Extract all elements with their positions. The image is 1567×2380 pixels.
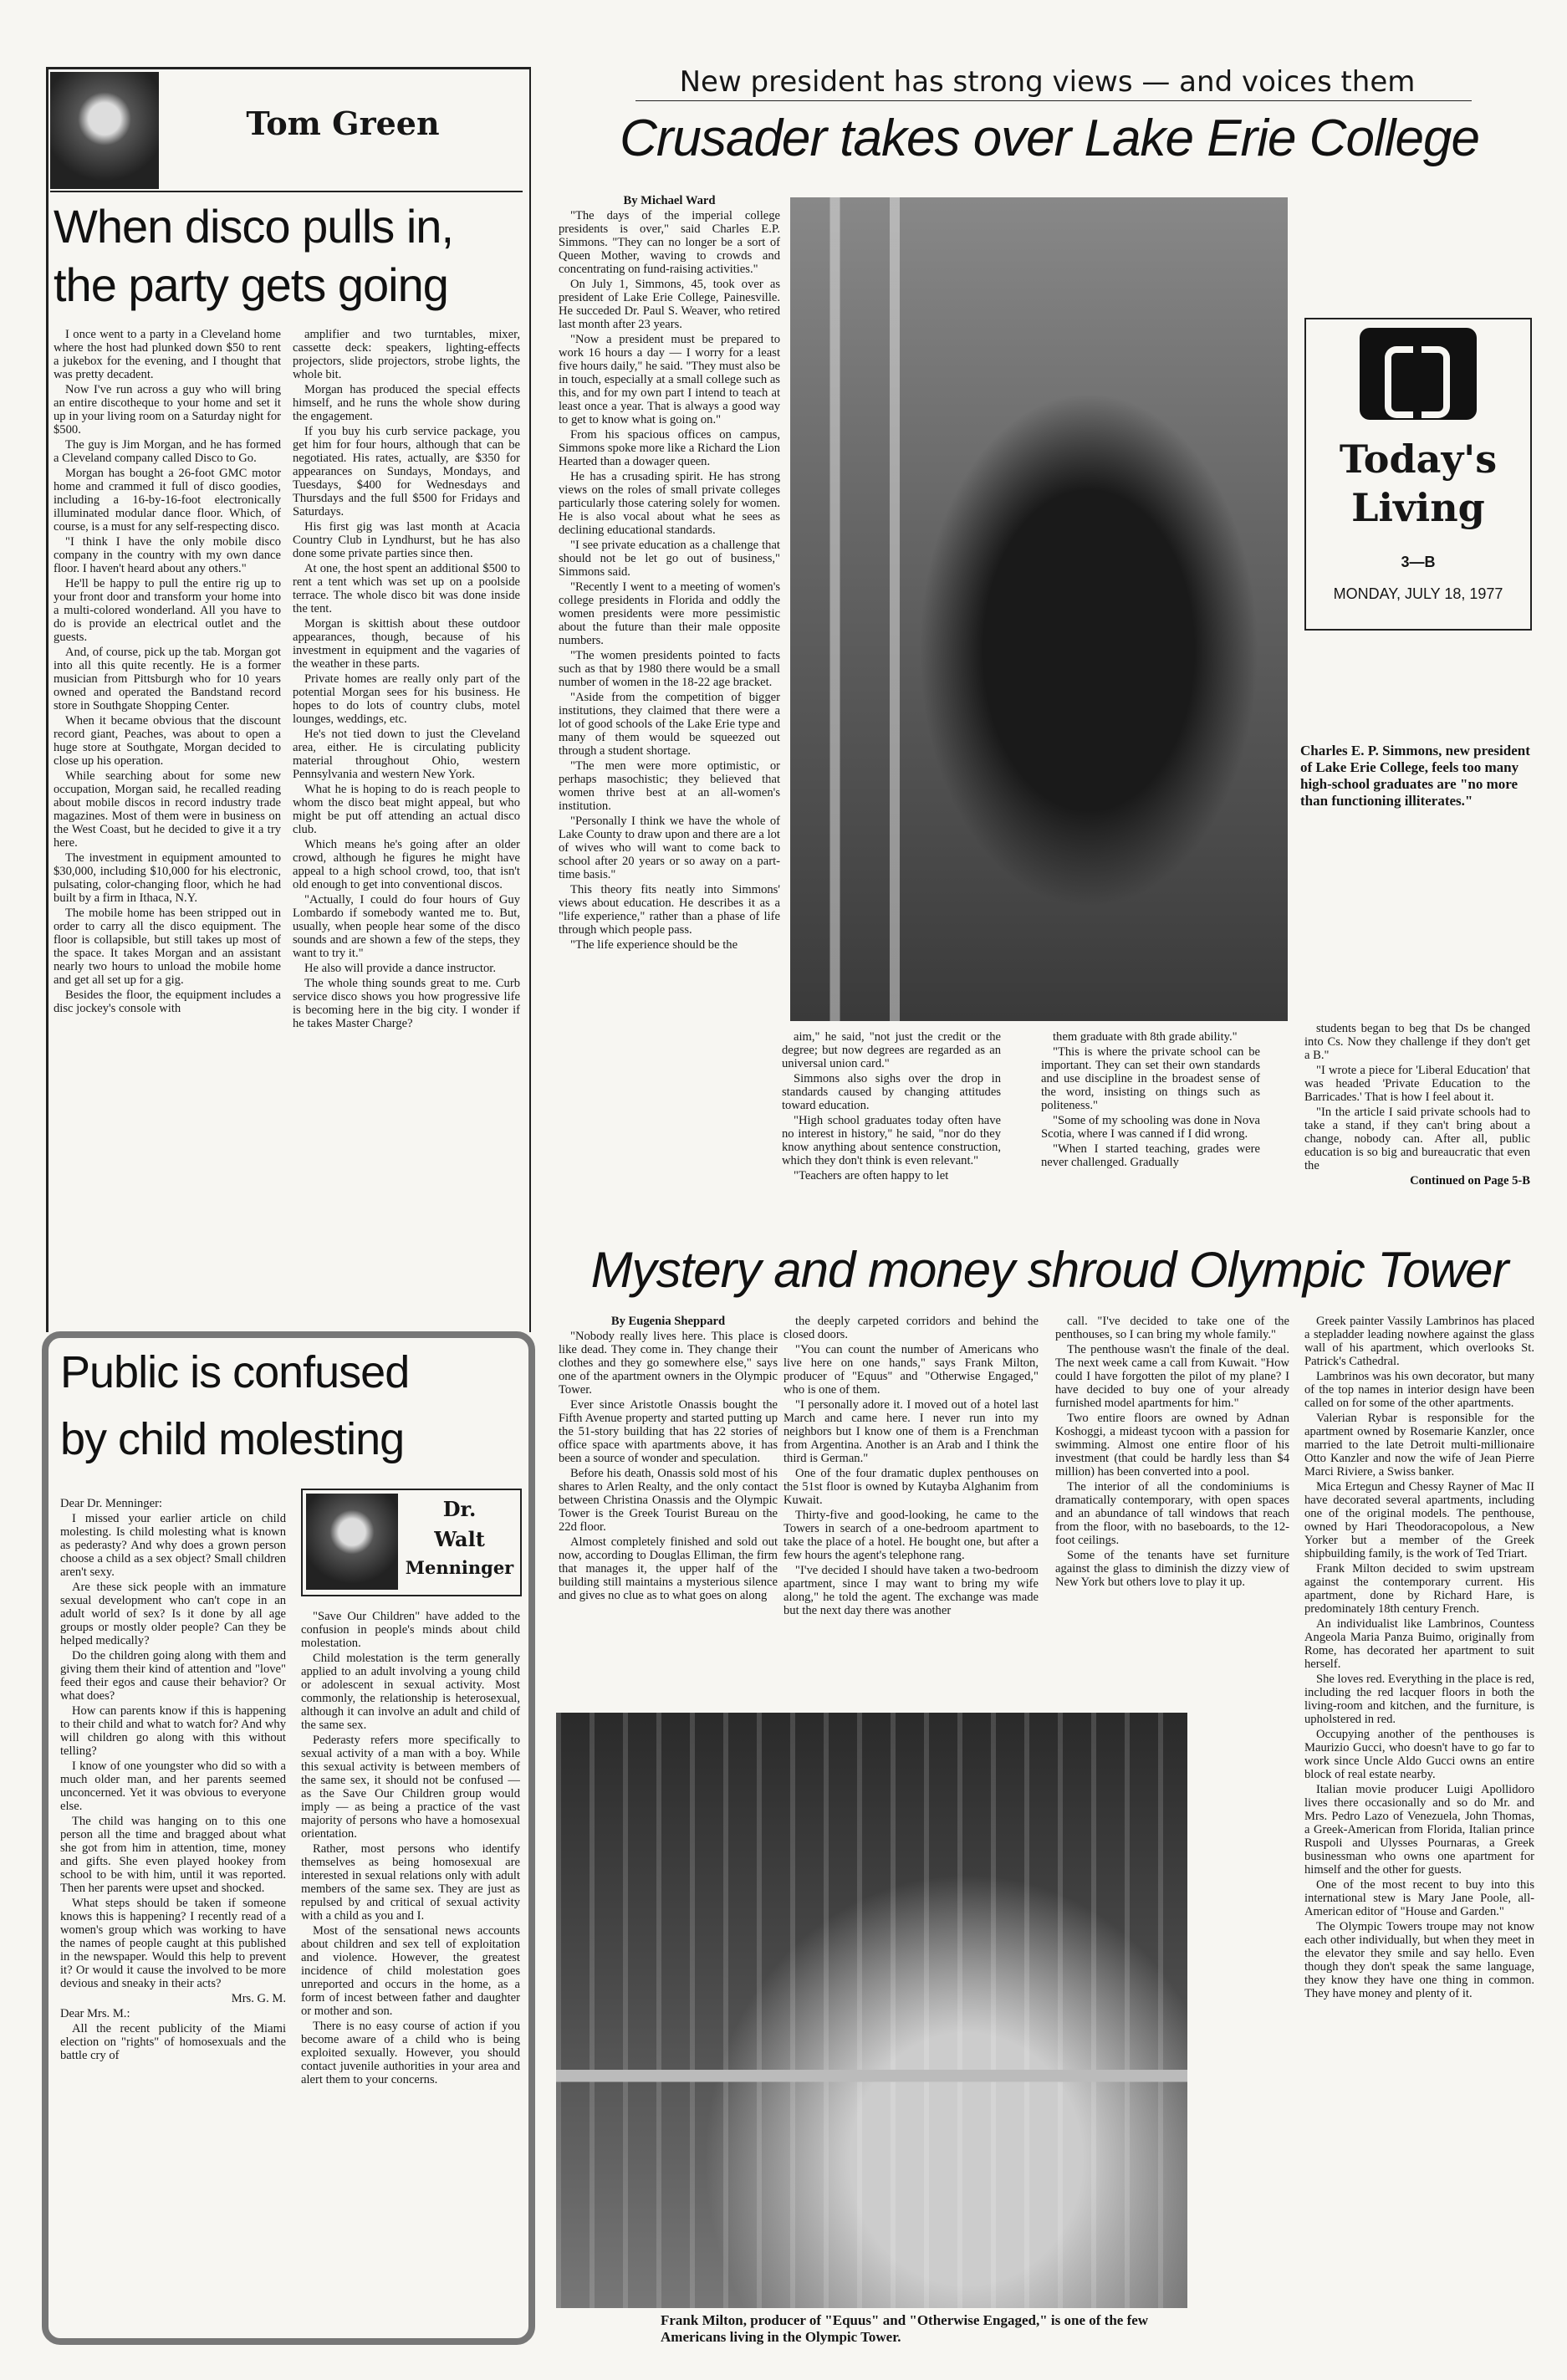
paragraph: If you buy his curb service package, you get him for four hours, although that can be negotiated. His rates, actually, are $350 for appearances on Sundays, Mondays, and Tuesdays, $400 for Wednesdays and Thursdays and the full $500 for Fridays and Saturdays. — [293, 425, 520, 518]
menninger-label-3: Menninger — [405, 1557, 514, 1578]
menninger-body-col2 — [301, 1610, 520, 2337]
olympic-headline: Mystery and money shroud Olympic Tower — [590, 1242, 1508, 1298]
paragraph: Frank Milton decided to swim upstream against the contemporary current. His apartment, done by Richard Hare, is predominately 18th century French. — [1304, 1562, 1534, 1616]
paragraph: The investment in equipment amounted to $30,000, including $10,000 for his electronic, pulsating, color-changing floor, which he had built by a firm in Ithaca, N.Y. — [54, 851, 281, 905]
tom-green-body-col1 — [54, 328, 281, 1327]
paragraph: Mica Ertegun and Chessy Rayner of Mac II have decorated several apartments, including one of the original models. The penthouse, owned by Hari Theodoracopolous, a New Yorker but a member of the Greek shipbuilding family, is the work of Ted Triart. — [1304, 1480, 1534, 1560]
paragraph: "Save Our Children" have added to the confusion in people's minds about child molestation. — [301, 1610, 520, 1650]
crusader-col4-paras — [1304, 1022, 1530, 1172]
milton-apartment-photo — [556, 1713, 1187, 2308]
crusader-body-col3 — [1041, 1030, 1260, 1231]
paragraph: "In the article I said private schools had to take a stand, if they can't bring about a change, nobody can. After all, public education is so big and bureaucratic that even the — [1304, 1106, 1530, 1172]
paragraph: I once went to a party in a Cleveland home where the host had plunked down $50 to rent a jukebox for the evening, and I thought that was pretty decadent. — [54, 328, 281, 381]
paragraph: Mrs. G. M. — [231, 1992, 286, 2005]
crusader-body-col4 — [1304, 1022, 1530, 1231]
paragraph: There is no easy course of action if you become aware of a child who is being exploited sexually. However, you should contact juvenile authorities in your area and alert them to your concerns. — [301, 2020, 520, 2086]
paragraph: He has a crusading spirit. He has strong views on the roles of small private colleges particularly those catering solely for women. He is also vocal about what he sees as declining educational standards. — [559, 470, 780, 537]
paragraph: "When I started teaching, grades were never challenged. Gradually — [1041, 1142, 1260, 1169]
paragraph: "The women presidents pointed to facts such as that by 1980 there would be a small number of women in the 18-22 age bracket. — [559, 649, 780, 689]
paragraph: I missed your earlier article on child molesting. Is child molesting what is known as pederasty? And why does a grown person choose a child as a sex object? Small children aren't sexy. — [60, 1512, 286, 1579]
paragraph: "I see private education as a challenge that should not be let go out of business," Simmons said. — [559, 539, 780, 579]
milton-photo-caption: Frank Milton, producer of "Equus" and "Otherwise Engaged," is one of the few Americans living in the Olympic Tower. — [661, 2312, 1149, 2345]
paragraph: Most of the sensational news accounts about children and sex tell of exploitation and violence. However, the greatest incidence of child molestation goes unreported and occurs in the home, as a form of incest between father and daughter or mother and son. — [301, 1924, 520, 2018]
paragraph: The mobile home has been stripped out in order to carry all the disco equipment. The floor is collapsible, but still takes up most of the space. It takes Morgan and an assistant nearly two hours to unload the mobile home and get all set up for a gig. — [54, 907, 281, 987]
paragraph: amplifier and two turntables, mixer, cassette deck: speakers, lighting-effects projectors, slide projectors, strobe lights, the whole bit. — [293, 328, 520, 381]
paragraph: "High school graduates today often have no interest in history," he said, "nor do they know anything about sentence construction, which they don't think is even relevant." — [782, 1114, 1001, 1167]
columnist-name: Tom Green — [246, 105, 440, 142]
olympic-body-col2 — [784, 1315, 1039, 1708]
paragraph: From his spacious offices on campus, Simmons spoke more like a Richard the Lion Hearted than a dowager queen. — [559, 428, 780, 468]
paragraph: "This is where the private school can be important. They can set their own standards and use discipline in the broadest sense of the word, insisting on things such as politeness." — [1041, 1045, 1260, 1112]
paragraph: Private homes are really only part of the potential Morgan sees for his business. He hopes to do lots of country clubs, motel lounges, weddings, etc. — [293, 672, 520, 726]
paragraph: Morgan has bought a 26-foot GMC motor home and crammed it full of disco goodies, including a 16-by-16-foot electronically illuminated modular dance floor. Which, of course, is a must for any self-respecting disco. — [54, 467, 281, 534]
paragraph: Lambrinos was his own decorator, but many of the top names in interior design have been called on for some of the other apartments. — [1304, 1370, 1534, 1410]
paragraph: "I think I have the only mobile disco company in the country with my own dance floor. I haven't heard about any others." — [54, 535, 281, 575]
paragraph: "I've decided I should have taken a two-bedroom apartment, since I may want to bring my wife along," he told the agent. The exchange was made but the next day there was another — [784, 1564, 1039, 1617]
crusader-body-col2 — [782, 1030, 1001, 1231]
paragraph: Occupying another of the penthouses is Maurizio Gucci, who doesn't have to go far to work since Uncle Aldo Gucci owns an entire block of real estate nearby. — [1304, 1728, 1534, 1781]
paragraph: call. "I've decided to take one of the penthouses, so I can bring my whole family." — [1055, 1315, 1289, 1341]
olympic-col1-paras — [559, 1330, 778, 1602]
paragraph: The Olympic Towers troupe may not know each other individually, but when they meet in the elevator they smile and say hello. Even though they don't speak the same language, they know they have one thing in common. They have money and plenty of it. — [1304, 1920, 1534, 2000]
paragraph: "I personally adore it. I moved out of a hotel last March and came here. I never run into my neighbors but I know one of them is a Frenchman from Argentina. Another is an Arab and I think the third is German." — [784, 1398, 1039, 1465]
crusader-kicker: New president has strong views — and voices them — [679, 65, 1416, 99]
paragraph: She loves red. Everything in the place is red, including the red lacquer floors in both the living-room and kitchen, and the furniture, is upholstered in red. — [1304, 1673, 1534, 1726]
paragraph: Morgan has produced the special effects himself, and he runs the whole show during the engagement. — [293, 383, 520, 423]
paragraph: What he is hoping to do is reach people to whom the disco beat might appeal, but who might be put off attending an actual disco club. — [293, 783, 520, 836]
menninger-body-col1 — [60, 1497, 286, 2333]
paragraph: Child molestation is the term generally applied to an adult involving a young child or adolescent in sexual activity. Most commonly, the relationship is heterosexual, although it can involve an adult and child of the same sex. — [301, 1652, 520, 1732]
paragraph: One of the four dramatic duplex penthouses on the 51st floor is owned by Kutayba Alghanim from Kuwait. — [784, 1467, 1039, 1507]
paragraph: What steps should be taken if someone knows this is happening? I recently read of a women's group which was working to have the names of people caught at this published in the newspaper. Would this help to prevent it? Or would it cause the involved to be more devious and sneaky in their acts? — [60, 1897, 286, 1990]
olympic-body-col3 — [1055, 1315, 1289, 1708]
tom-green-headline-2: the party gets going — [54, 258, 448, 311]
menninger-label-1: Dr. — [442, 1497, 477, 1521]
paragraph: the deeply carpeted corridors and behind the closed doors. — [784, 1315, 1039, 1341]
section-page: 3—B — [1401, 554, 1436, 570]
paragraph: He'll be happy to pull the entire rig up to your front door and transform your home into a multi-colored wonderland. All you have to do is provide an electrical outlet and the guests. — [54, 577, 281, 644]
paragraph: Now I've run across a guy who will bring an entire discotheque to your home and set it up in your living room on a Saturday night for $500. — [54, 383, 281, 437]
section-logo-icon — [1360, 328, 1477, 420]
paragraph: The interior of all the condominiums is dramatically contemporary, with open spaces and an abundance of tall windows that reach from the floor, with no baseboards, to the 12-foot ceilings. — [1055, 1480, 1289, 1547]
menninger-portrait — [306, 1494, 398, 1590]
paragraph: "The life experience should be the — [570, 938, 738, 952]
continued-link[interactable]: Continued on Page 5-B — [1410, 1174, 1530, 1187]
paragraph: students began to beg that Ds be changed into Cs. Now they challenge if they don't get a B." — [1304, 1022, 1530, 1062]
columnist-portrait — [50, 72, 159, 189]
paragraph: At one, the host spent an additional $500 to rent a tent which was set up on a poolside terrace. The whole disco bit was done inside the tent. — [293, 562, 520, 615]
paragraph: Italian movie producer Luigi Apollidoro lives there occasionally and so do Mr. and Mrs. Pedro Lazo of Venezuela, John Thomas, a Greek-American from Florida, Italian prince Ruspoli and Ulysses Pournaras, a Greek businessman who owns one apartment for himself and the other for guests. — [1304, 1783, 1534, 1877]
crusader-col1-paras — [559, 209, 780, 952]
paragraph: The child was hanging on to this one person all the time and bragged about what she got from him in attention, time, money and gifts. She even played hookey from school to be with him, until it was reported. Then her parents were upset and shocked. — [60, 1815, 286, 1895]
paragraph: Dear Dr. Menninger: — [60, 1497, 162, 1510]
paragraph: Two entire floors are owned by Adnan Koshoggi, a mideast tycoon with a passion for swimming. Almost one entire floor of his investment (that could be hardly less than $4 million) has been converted into a pool. — [1055, 1412, 1289, 1479]
paragraph: "The men were more optimistic, or perhaps masochistic; they believed that women thrive best at an all-women's institution. — [559, 759, 780, 813]
paragraph: them graduate with 8th grade ability." — [1053, 1030, 1238, 1044]
paragraph: Thirty-five and good-looking, he came to the Towers in search of a one-bedroom apartment to take the place of a hotel. He bought one, but after a few hours the agent's telephone rang. — [784, 1509, 1039, 1562]
paragraph: "I wrote a piece for 'Liberal Education' that was headed 'Private Education to the Barricades.' That is how I feel about it. — [1304, 1064, 1530, 1104]
paragraph: While searching about for some new occupation, Morgan said, he recalled reading about mobile discos in record industry trade magazines. Most of them were in business on the West Coast, but he decided to give it a try here. — [54, 769, 281, 850]
paragraph: Simmons also sighs over the drop in standards caused by changing attitudes toward education. — [782, 1072, 1001, 1112]
paragraph: This theory fits neatly into Simmons' views about education. He describes it as a "life experience," rather than a phase of life through which people pass. — [559, 883, 780, 937]
paragraph: And, of course, pick up the tab. Morgan got into all this quite recently. He is a former musician from Pittsburgh who for 10 years owned and operated the Bandstand record store in Southgate Shopping Center. — [54, 646, 281, 712]
paragraph: When it became obvious that the discount record giant, Peaches, was about to open a huge store at Southgate, Morgan decided to close up his operation. — [54, 714, 281, 768]
menninger-headline-1: Public is confused — [60, 1347, 410, 1397]
paragraph: Which means he's going after an older crowd, although he figures he might have appeal to a high school crowd, too, that isn't old enough to get into conventional discos. — [293, 838, 520, 891]
crusader-headline: Crusader takes over Lake Erie College — [620, 110, 1479, 167]
paragraph: Some of the tenants have set furniture against the glass to diminish the dizzy view of New York but others love to play it up. — [1055, 1549, 1289, 1589]
paragraph: Are these sick people with an immature sexual development who can't cope in an adult world of sex? Is it done by all age groups or mostly older people? Can they be helped medically? — [60, 1581, 286, 1647]
paragraph: The guy is Jim Morgan, and he has formed a Cleveland company called Disco to Go. — [54, 438, 281, 465]
paragraph: "Recently I went to a meeting of women's college presidents in Florida and oddly the women presidents were more pessimistic about the future than their male opposite numbers. — [559, 580, 780, 647]
paragraph: How can parents know if this is happening to their child and what to watch for? And why will children go along with this without telling? — [60, 1704, 286, 1758]
crusader-byline: By Michael Ward — [623, 194, 716, 207]
paragraph: Rather, most persons who identify themselves as being homosexual are interested in sexual relations only with adult members of the same sex. They are just as repulsed by and critical of sexual activity with a child as you and I. — [301, 1842, 520, 1923]
paragraph: Ever since Aristotle Onassis bought the Fifth Avenue property and started putting up the 51-story building that has 22 stories of office space with apartments above, it has been a source of wonder and speculation. — [559, 1398, 778, 1465]
section-logo-box — [1304, 318, 1532, 631]
section-title-2: Living — [1351, 485, 1485, 530]
paragraph: His first gig was last month at Acacia Country Club in Lyndhurst, but he has also done some private parties since then. — [293, 520, 520, 560]
paragraph: Do the children going along with them and giving them their kind of attention and "love" feed their egos and cause their behavior? Or what does? — [60, 1649, 286, 1703]
paragraph: "You can count the number of Americans who live here on one hands," says Frank Milton, producer of "Equus" and "Otherwise Engaged," who is one of them. — [784, 1343, 1039, 1397]
paragraph: Almost completely finished and sold out now, according to Douglas Elliman, the firm that manages it, the upper half of the building still maintains a mysterious silence and gives no clue as to what goes on along — [559, 1535, 778, 1602]
paragraph: He also will provide a dance instructor. — [304, 962, 496, 975]
paragraph: On July 1, Simmons, 45, took over as president of Lake Erie College, Painesville. He succeded Dr. Paul S. Weaver, who retired last month after 23 years. — [559, 278, 780, 331]
paragraph: The penthouse wasn't the finale of the deal. The next week came a call from Kuwait. "How could I have forgotten the pilot of my plane? I have decided to buy one of your already furnished model apartments for him." — [1055, 1343, 1289, 1410]
paragraph: Valerian Rybar is responsible for the apartment owned by Rosemarie Kanzler, once married to the late Detroit multi-millionaire Otto Kanzler and now the wife of Jean Pierre Marci Riviere, a Swiss banker. — [1304, 1412, 1534, 1479]
paragraph: "Now a president must be prepared to work 16 hours a day — I worry for a least five hours daily," he said. "They must also be in touch, especially at a small college such as this, and for my own part I intend to teach at least once a year. That is always a good way to get to know what is going on." — [559, 333, 780, 426]
paragraph: An individualist like Lambrinos, Countess Angeola Maria Panza Buimo, originally from Rome, has decorated her apartment to suit herself. — [1304, 1617, 1534, 1671]
paragraph: "The days of the imperial college presidents is over," said Charles E.P. Simmons. "They can no longer be a sort of Queen Mother, waving to crowds and concentrating on fund-raising activities." — [559, 209, 780, 276]
paragraph: One of the most recent to buy into this international stew is Mary Jane Poole, all-American editor of "House and Garden." — [1304, 1878, 1534, 1918]
paragraph: Greek painter Vassily Lambrinos has placed a stepladder leading nowhere against the glass wall of his apartment, which overlooks St. Patrick's Cathedral. — [1304, 1315, 1534, 1368]
paragraph: All the recent publicity of the Miami election on "rights" of homosexuals and the battle cry of — [60, 2022, 286, 2062]
section-title-1: Today's — [1339, 437, 1498, 482]
paragraph: He's not tied down to just the Cleveland area, either. He is circulating publicity material throughout Ohio, western Pennsylvania and western New York. — [293, 728, 520, 781]
paragraph: "Aside from the competition of bigger institutions, they claimed that there were a lot of good schools of the Lake Erie type and many of them would be squeezed out through a student shortage. — [559, 691, 780, 758]
paragraph: Morgan is skittish about these outdoor appearances, though, because of his investment in equipment and the vagaries of the weather in these parts. — [293, 617, 520, 671]
crusader-body-col1 — [559, 194, 780, 1026]
menninger-label-2: Walt — [434, 1527, 485, 1551]
olympic-byline: By Eugenia Sheppard — [610, 1315, 726, 1328]
olympic-body-col4 — [1304, 1315, 1534, 2352]
paragraph: "Nobody really lives here. This place is like dead. They come in. They change their clothes and they go somewhere else," says one of the apartment owners in the Olympic Tower. — [559, 1330, 778, 1397]
section-date: MONDAY, JULY 18, 1977 — [1333, 585, 1503, 602]
tom-green-headline-1: When disco pulls in, — [54, 200, 454, 253]
simmons-photo — [790, 197, 1288, 1021]
paragraph: Pederasty refers more specifically to sexual activity of a man with a boy. While this sexual activity is between members of the same sex, it should not be confused — as the Save Our Children group would imply — as being a practice of the vast majority of persons who have a homosexual orientation. — [301, 1734, 520, 1841]
paragraph: Dear Mrs. M.: — [60, 2007, 130, 2020]
tom-green-body-col2 — [293, 328, 520, 1327]
paragraph: I know of one youngster who did so with a much older man, and her parents seemed unconcerned. Yet it was obvious to everyone else. — [60, 1759, 286, 1813]
paragraph: aim," he said, "not just the credit or the degree; but now degrees are regarded as an universal union card." — [782, 1030, 1001, 1070]
paragraph: "Teachers are often happy to let — [794, 1169, 949, 1182]
paragraph: "Actually, I could do four hours of Guy Lombardo if somebody wanted me to. But, usually, when people hear some of the disco sounds and are shown a few of the steps, they want to try it." — [293, 893, 520, 960]
paragraph: "Some of my schooling was done in Nova Scotia, where I was canned if I did wrong. — [1041, 1114, 1260, 1141]
paragraph: Besides the floor, the equipment includes a disc jockey's console with — [54, 988, 281, 1015]
simmons-photo-caption: Charles E. P. Simmons, new president of Lake Erie College, feels too many high-school graduates are "no more than functioning illiterates." — [1300, 743, 1530, 809]
paragraph: "Personally I think we have the whole of Lake County to draw upon and there are a lot of wives who will want to come back to school after 20 years or so away on a part-time basis." — [559, 815, 780, 881]
paragraph: Before his death, Onassis sold most of his shares to Arlen Realty, and the only contact between Christina Onassis and the Olympic Tower is the Greek Tourist Bureau on the 22d floor. — [559, 1467, 778, 1534]
paragraph: The whole thing sounds great to me. Curb service disco shows you how progressive life is becoming here in the big city. I wonder if he takes Master Charge? — [293, 977, 520, 1030]
menninger-label — [301, 1489, 522, 1596]
menninger-headline-2: by child molesting — [60, 1414, 405, 1464]
olympic-body-col1 — [559, 1315, 778, 1708]
